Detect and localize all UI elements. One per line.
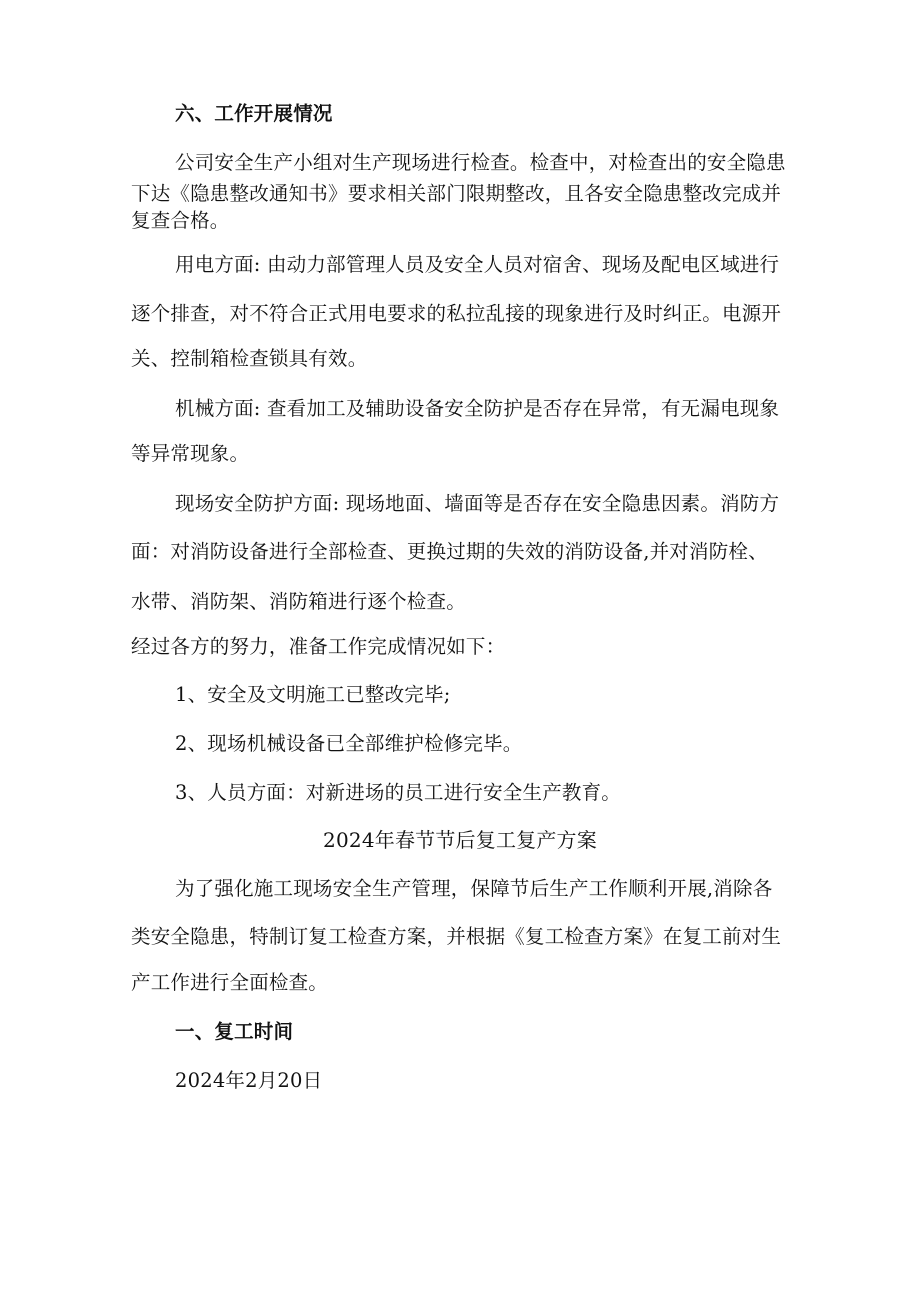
paragraph-line: 机械方面: 查看加工及辅助设备安全防护是否存在异常，有无漏电现象: [175, 397, 780, 420]
paragraph-line: 关、控制箱检查锁具有效。: [131, 347, 368, 370]
list-item: 3、人员方面：对新进场的员工进行安全生产教育。: [175, 781, 622, 804]
summary-line: 经过各方的努力，准备工作完成情况如下：: [131, 635, 506, 658]
plan-title: 2024年春节节后复工复产方案: [323, 828, 597, 852]
paragraph-line: 等异常现象。: [131, 442, 250, 465]
section-heading: 六、工作开展情况: [175, 102, 333, 125]
paragraph-line: 下达《隐患整改通知书》要求相关部门限期整改，且各安全隐患整改完成并: [131, 182, 782, 205]
paragraph-line: 用电方面: 由动力部管理人员及安全人员对宿舍、现场及配电区域进行: [175, 253, 780, 276]
paragraph-line: 水带、消防架、消防箱进行逐个检查。: [131, 590, 466, 613]
date-line: 2024年2月20日: [175, 1069, 323, 1092]
paragraph-line: 为了强化施工现场安全生产管理，保障节后生产工作顺利开展,消除各: [175, 877, 773, 900]
list-item: 1、安全及文明施工已整改完毕;: [175, 683, 451, 706]
paragraph-line: 现场安全防护方面: 现场地面、墙面等是否存在安全隐患因素。消防方: [175, 492, 780, 515]
paragraph-line: 面：对消防设备进行全部检查、更换过期的失效的消防设备,并对消防栓、: [131, 540, 768, 563]
paragraph-line: 产工作进行全面检查。: [131, 971, 329, 994]
paragraph-line: 类安全隐患，特制订复工检查方案，并根据《复工检查方案》在复工前对生: [131, 925, 782, 948]
paragraph-line: 复查合格。: [131, 209, 230, 232]
list-item: 2、现场机械设备已全部维护检修完毕。: [175, 732, 523, 755]
section-heading: 一、复工时间: [175, 1020, 294, 1043]
paragraph-line: 逐个排查，对不符合正式用电要求的私拉乱接的现象进行及时纠正。电源开: [131, 302, 782, 325]
paragraph-line: 公司安全生产小组对生产现场进行检查。检查中，对检查出的安全隐患: [175, 151, 786, 174]
